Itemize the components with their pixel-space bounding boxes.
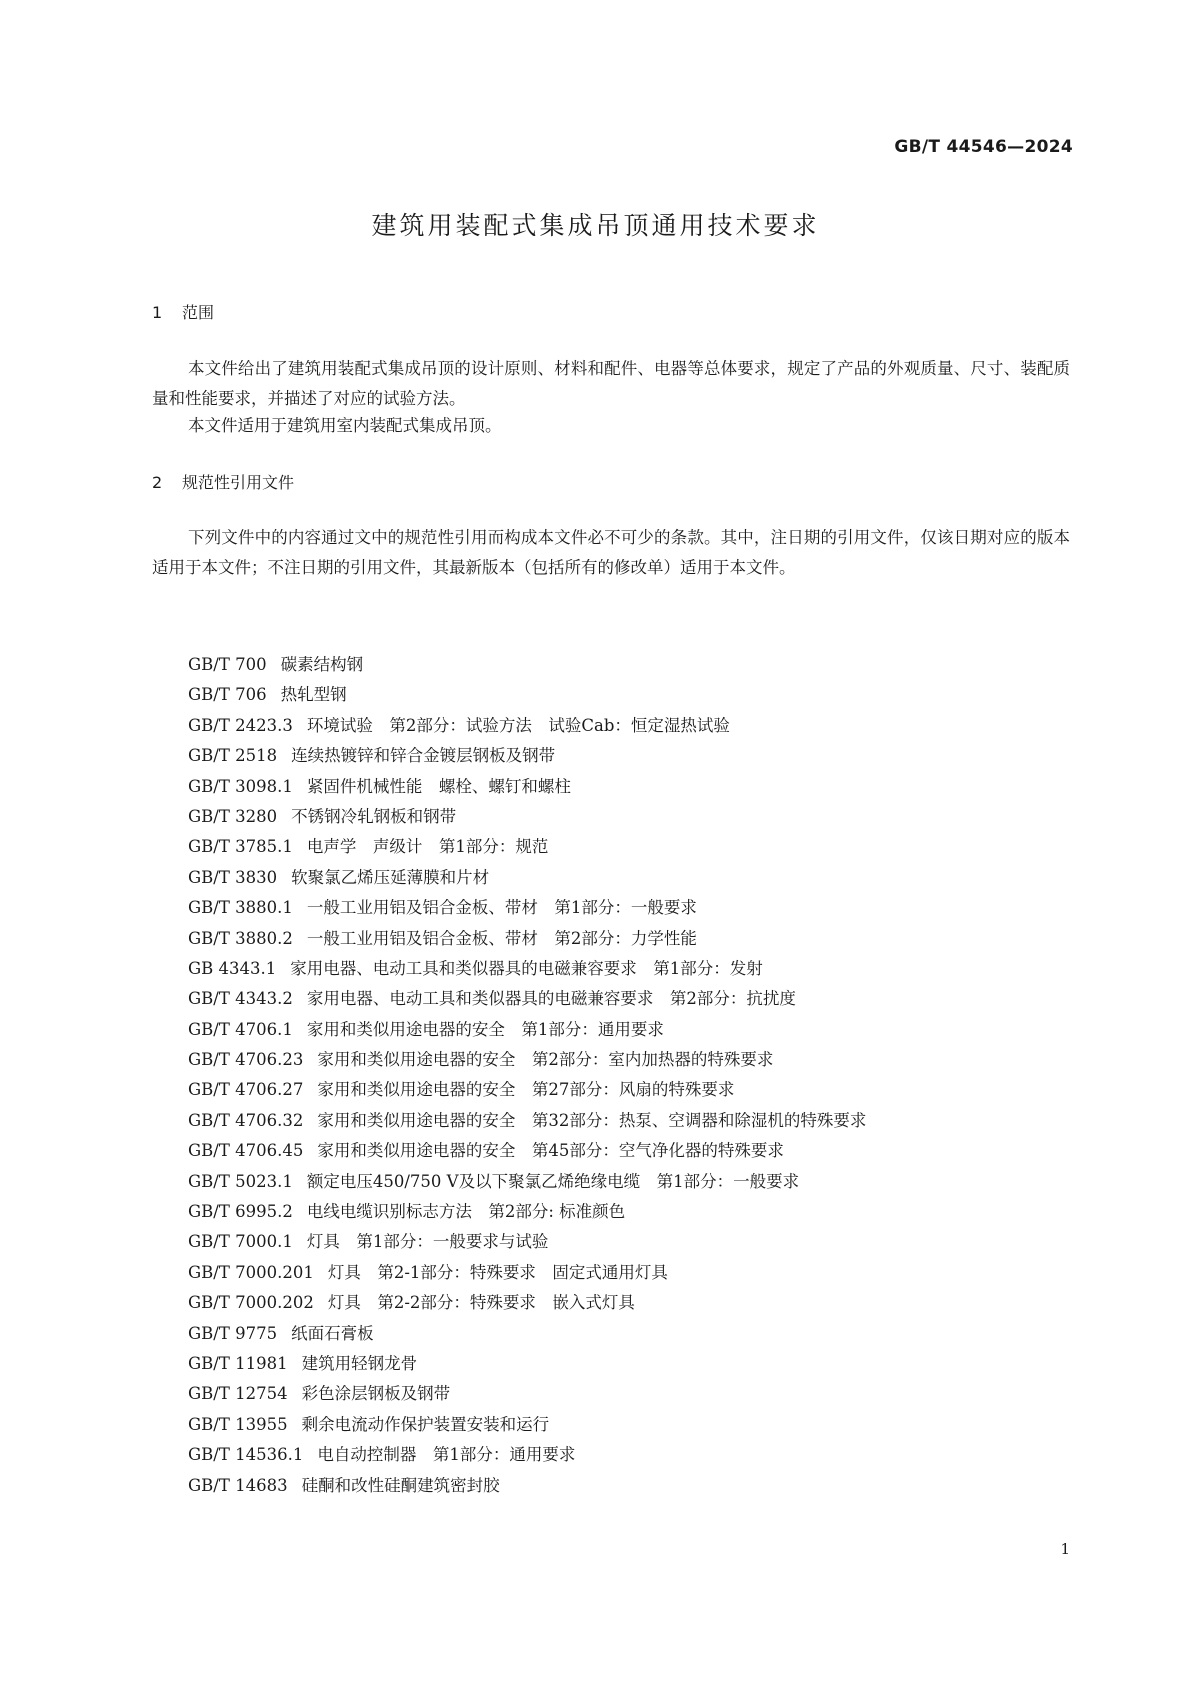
reference-code: GB/T 9775	[188, 1323, 278, 1343]
reference-item	[188, 1197, 866, 1227]
reference-title: 额定电压450/750 V及以下聚氯乙烯绝缘电缆 第1部分：一般要求	[306, 1171, 800, 1191]
reference-item	[188, 1349, 866, 1379]
section-number: 1	[152, 303, 163, 322]
reference-item	[188, 1045, 866, 1075]
reference-item	[188, 1410, 866, 1440]
reference-item	[188, 1015, 866, 1045]
section-heading-normative-references	[152, 470, 294, 493]
reference-item	[188, 1136, 866, 1166]
reference-item	[188, 924, 866, 954]
reference-code: GB/T 3098.1	[188, 776, 293, 796]
section-number: 2	[152, 473, 163, 492]
reference-item	[188, 1227, 866, 1257]
reference-code: GB/T 700	[188, 655, 267, 674]
reference-code: GB/T 3830	[188, 867, 278, 887]
reference-title: 彩色涂层钢板及钢带	[301, 1384, 451, 1404]
reference-item	[188, 741, 866, 771]
scope-paragraph-1: 本文件给出了建筑用装配式集成吊顶的设计原则、材料和配件、电器等总体要求，规定了产品的外观质量、尺寸、装配质量和性能要求，并描述了对应的试验方法。	[152, 359, 1070, 408]
reference-title: 环境试验 第2部分：试验方法 试验Cab：恒定湿热试验	[306, 715, 730, 735]
reference-item	[188, 984, 866, 1014]
reference-title: 一般工业用铝及铝合金板、带材 第2部分：力学性能	[306, 928, 697, 948]
reference-item	[188, 863, 866, 893]
reference-item	[188, 1258, 866, 1288]
reference-title: 硅酮和改性硅酮建筑密封胶	[301, 1475, 500, 1495]
references-intro-paragraph: 下列文件中的内容通过文中的规范性引用而构成本文件必不可少的条款。其中，注日期的引用文件，仅该日期对应的版本适用于本文件；不注日期的引用文件，其最新版本（包括所有的修改单）适用于本文件。	[152, 528, 1070, 577]
reference-item	[188, 1440, 866, 1470]
reference-code: GB/T 4343.2	[188, 989, 293, 1009]
reference-title: 电自动控制器 第1部分：通用要求	[317, 1445, 576, 1465]
reference-item	[188, 1167, 866, 1197]
reference-code: GB/T 4706.27	[188, 1080, 304, 1100]
reference-title: 软聚氯乙烯压延薄膜和片材	[291, 867, 490, 887]
reference-code: GB/T 3880.2	[188, 928, 293, 948]
standard-code: GB/T 44546—2024	[894, 137, 1073, 157]
reference-item	[188, 1106, 866, 1136]
reference-code: GB/T 5023.1	[188, 1171, 293, 1191]
section-title: 规范性引用文件	[182, 473, 295, 492]
reference-code: GB/T 12754	[188, 1384, 288, 1404]
document-title: 建筑用装配式集成吊顶通用技术要求	[371, 211, 820, 240]
reference-code: GB/T 4706.32	[188, 1110, 304, 1130]
reference-title: 灯具 第2-1部分：特殊要求 固定式通用灯具	[327, 1262, 668, 1282]
reference-item	[188, 832, 866, 862]
reference-code: GB/T 2423.3	[188, 715, 293, 735]
reference-title: 电线电缆识别标志方法 第2部分: 标准颜色	[306, 1202, 626, 1222]
reference-title: 碳素结构钢	[280, 655, 364, 674]
reference-title: 紧固件机械性能 螺栓、螺钉和螺柱	[306, 776, 571, 796]
reference-code: GB/T 2518	[188, 746, 278, 766]
reference-title: 家用和类似用途电器的安全 第1部分：通用要求	[306, 1019, 664, 1039]
reference-title: 家用和类似用途电器的安全 第32部分：热泵、空调器和除湿机的特殊要求	[317, 1110, 867, 1130]
reference-code: GB/T 3785.1	[188, 837, 293, 857]
reference-item	[188, 1379, 866, 1409]
reference-code: GB/T 3280	[188, 806, 278, 826]
reference-code: GB/T 13955	[188, 1414, 288, 1434]
reference-item	[188, 680, 866, 710]
reference-title: 建筑用轻钢龙骨	[301, 1353, 418, 1373]
page-number: 1	[1060, 1540, 1070, 1558]
scope-paragraph-2: 本文件适用于建筑用室内装配式集成吊顶。	[188, 416, 502, 435]
reference-code: GB/T 14536.1	[188, 1445, 304, 1465]
reference-code: GB/T 7000.202	[188, 1293, 314, 1313]
reference-title: 不锈钢冷轧钢板和钢带	[291, 806, 457, 826]
reference-code: GB/T 4706.23	[188, 1050, 304, 1070]
reference-item	[188, 711, 866, 741]
reference-title: 纸面石膏板	[291, 1323, 374, 1343]
reference-code: GB/T 11981	[188, 1353, 288, 1373]
reference-item	[188, 802, 866, 832]
reference-item	[188, 1288, 866, 1318]
reference-title: 灯具 第2-2部分：特殊要求 嵌入式灯具	[327, 1293, 635, 1313]
reference-title: 家用电器、电动工具和类似器具的电磁兼容要求 第1部分：发射	[290, 958, 763, 978]
reference-code: GB/T 4706.45	[188, 1141, 304, 1161]
reference-title: 热轧型钢	[280, 685, 347, 705]
section-heading-scope	[152, 300, 214, 323]
reference-title: 剩余电流动作保护装置安装和运行	[301, 1414, 550, 1434]
reference-item	[188, 772, 866, 802]
reference-code: GB/T 7000.1	[188, 1232, 293, 1252]
reference-code: GB/T 14683	[188, 1475, 288, 1495]
reference-item	[188, 650, 866, 680]
reference-code: GB 4343.1	[188, 958, 277, 978]
reference-title: 一般工业用铝及铝合金板、带材 第1部分：一般要求	[306, 898, 697, 918]
reference-item	[188, 1319, 866, 1349]
reference-title: 连续热镀锌和锌合金镀层钢板及钢带	[291, 746, 556, 766]
section-title: 范围	[182, 303, 215, 322]
reference-title: 家用和类似用途电器的安全 第45部分：空气净化器的特殊要求	[317, 1141, 784, 1161]
reference-code: GB/T 3880.1	[188, 898, 293, 918]
reference-title: 家用电器、电动工具和类似器具的电磁兼容要求 第2部分：抗扰度	[306, 989, 796, 1009]
reference-title: 家用和类似用途电器的安全 第2部分：室内加热器的特殊要求	[317, 1050, 774, 1070]
reference-code: GB/T 4706.1	[188, 1019, 293, 1039]
reference-item	[188, 1471, 866, 1501]
reference-item	[188, 893, 866, 923]
reference-list	[188, 650, 866, 1501]
reference-code: GB/T 6995.2	[188, 1202, 293, 1222]
reference-item	[188, 954, 866, 984]
reference-item	[188, 1075, 866, 1105]
reference-code: GB/T 7000.201	[188, 1262, 314, 1282]
reference-title: 电声学 声级计 第1部分：规范	[306, 837, 549, 857]
reference-title: 灯具 第1部分：一般要求与试验	[306, 1232, 549, 1252]
reference-code: GB/T 706	[188, 685, 267, 705]
reference-title: 家用和类似用途电器的安全 第27部分：风扇的特殊要求	[317, 1080, 735, 1100]
